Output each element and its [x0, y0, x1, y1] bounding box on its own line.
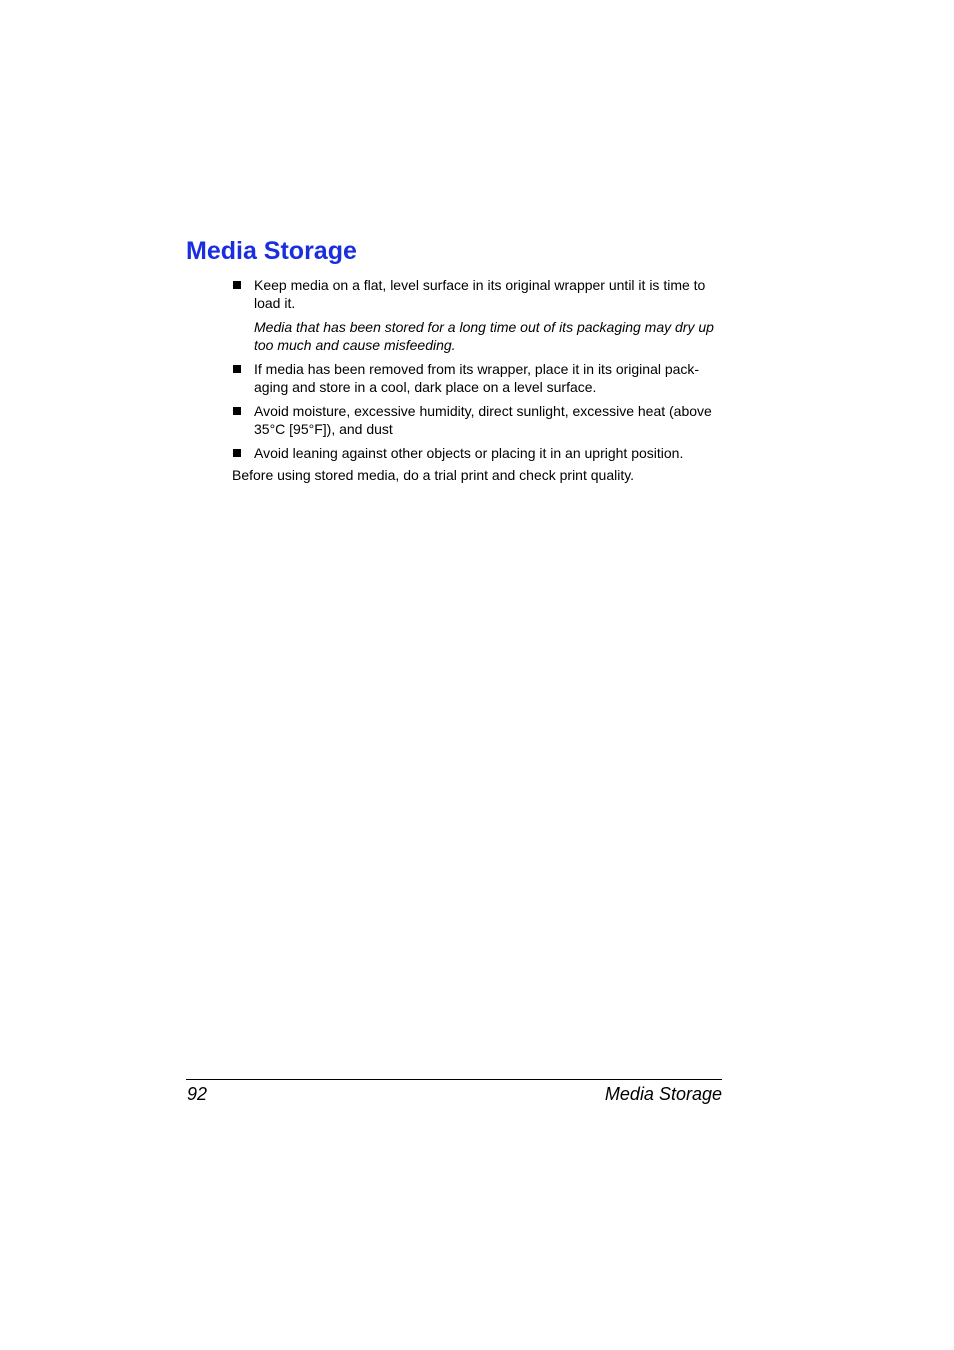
closing-paragraph: Before using stored media, do a trial print and check print quality. [232, 467, 635, 483]
square-bullet-icon [233, 281, 241, 289]
footer-rule [186, 1079, 722, 1080]
list-item [232, 402, 722, 438]
list-item [232, 360, 722, 396]
list-item-text: Avoid moisture, excessive humidity, direct sunlight, excessive heat (above 35°C [95°F]), and dust [254, 403, 712, 437]
list-item-note: Media that has been stored for a long time out of its packaging may dry up too much and cause misfeeding. [254, 319, 714, 353]
list-item-text: Keep media on a flat, level surface in its original wrapper until it is time to load it. [254, 277, 706, 311]
list-item [232, 276, 722, 354]
bullet-list [232, 276, 722, 462]
footer-section-title: Media Storage [604, 1084, 722, 1104]
list-item-text: If media has been removed from its wrapper, place it in its original pack-aging and store in a cool, dark place on a level surface. [254, 361, 700, 395]
footer-page-number: 92 [187, 1084, 208, 1104]
square-bullet-icon [233, 407, 241, 415]
square-bullet-icon [233, 449, 241, 457]
list-item-text: Avoid leaning against other objects or placing it in an upright position. [254, 445, 684, 461]
list-item [232, 444, 722, 462]
square-bullet-icon [233, 365, 241, 373]
page-title: Media Storage [186, 237, 357, 265]
